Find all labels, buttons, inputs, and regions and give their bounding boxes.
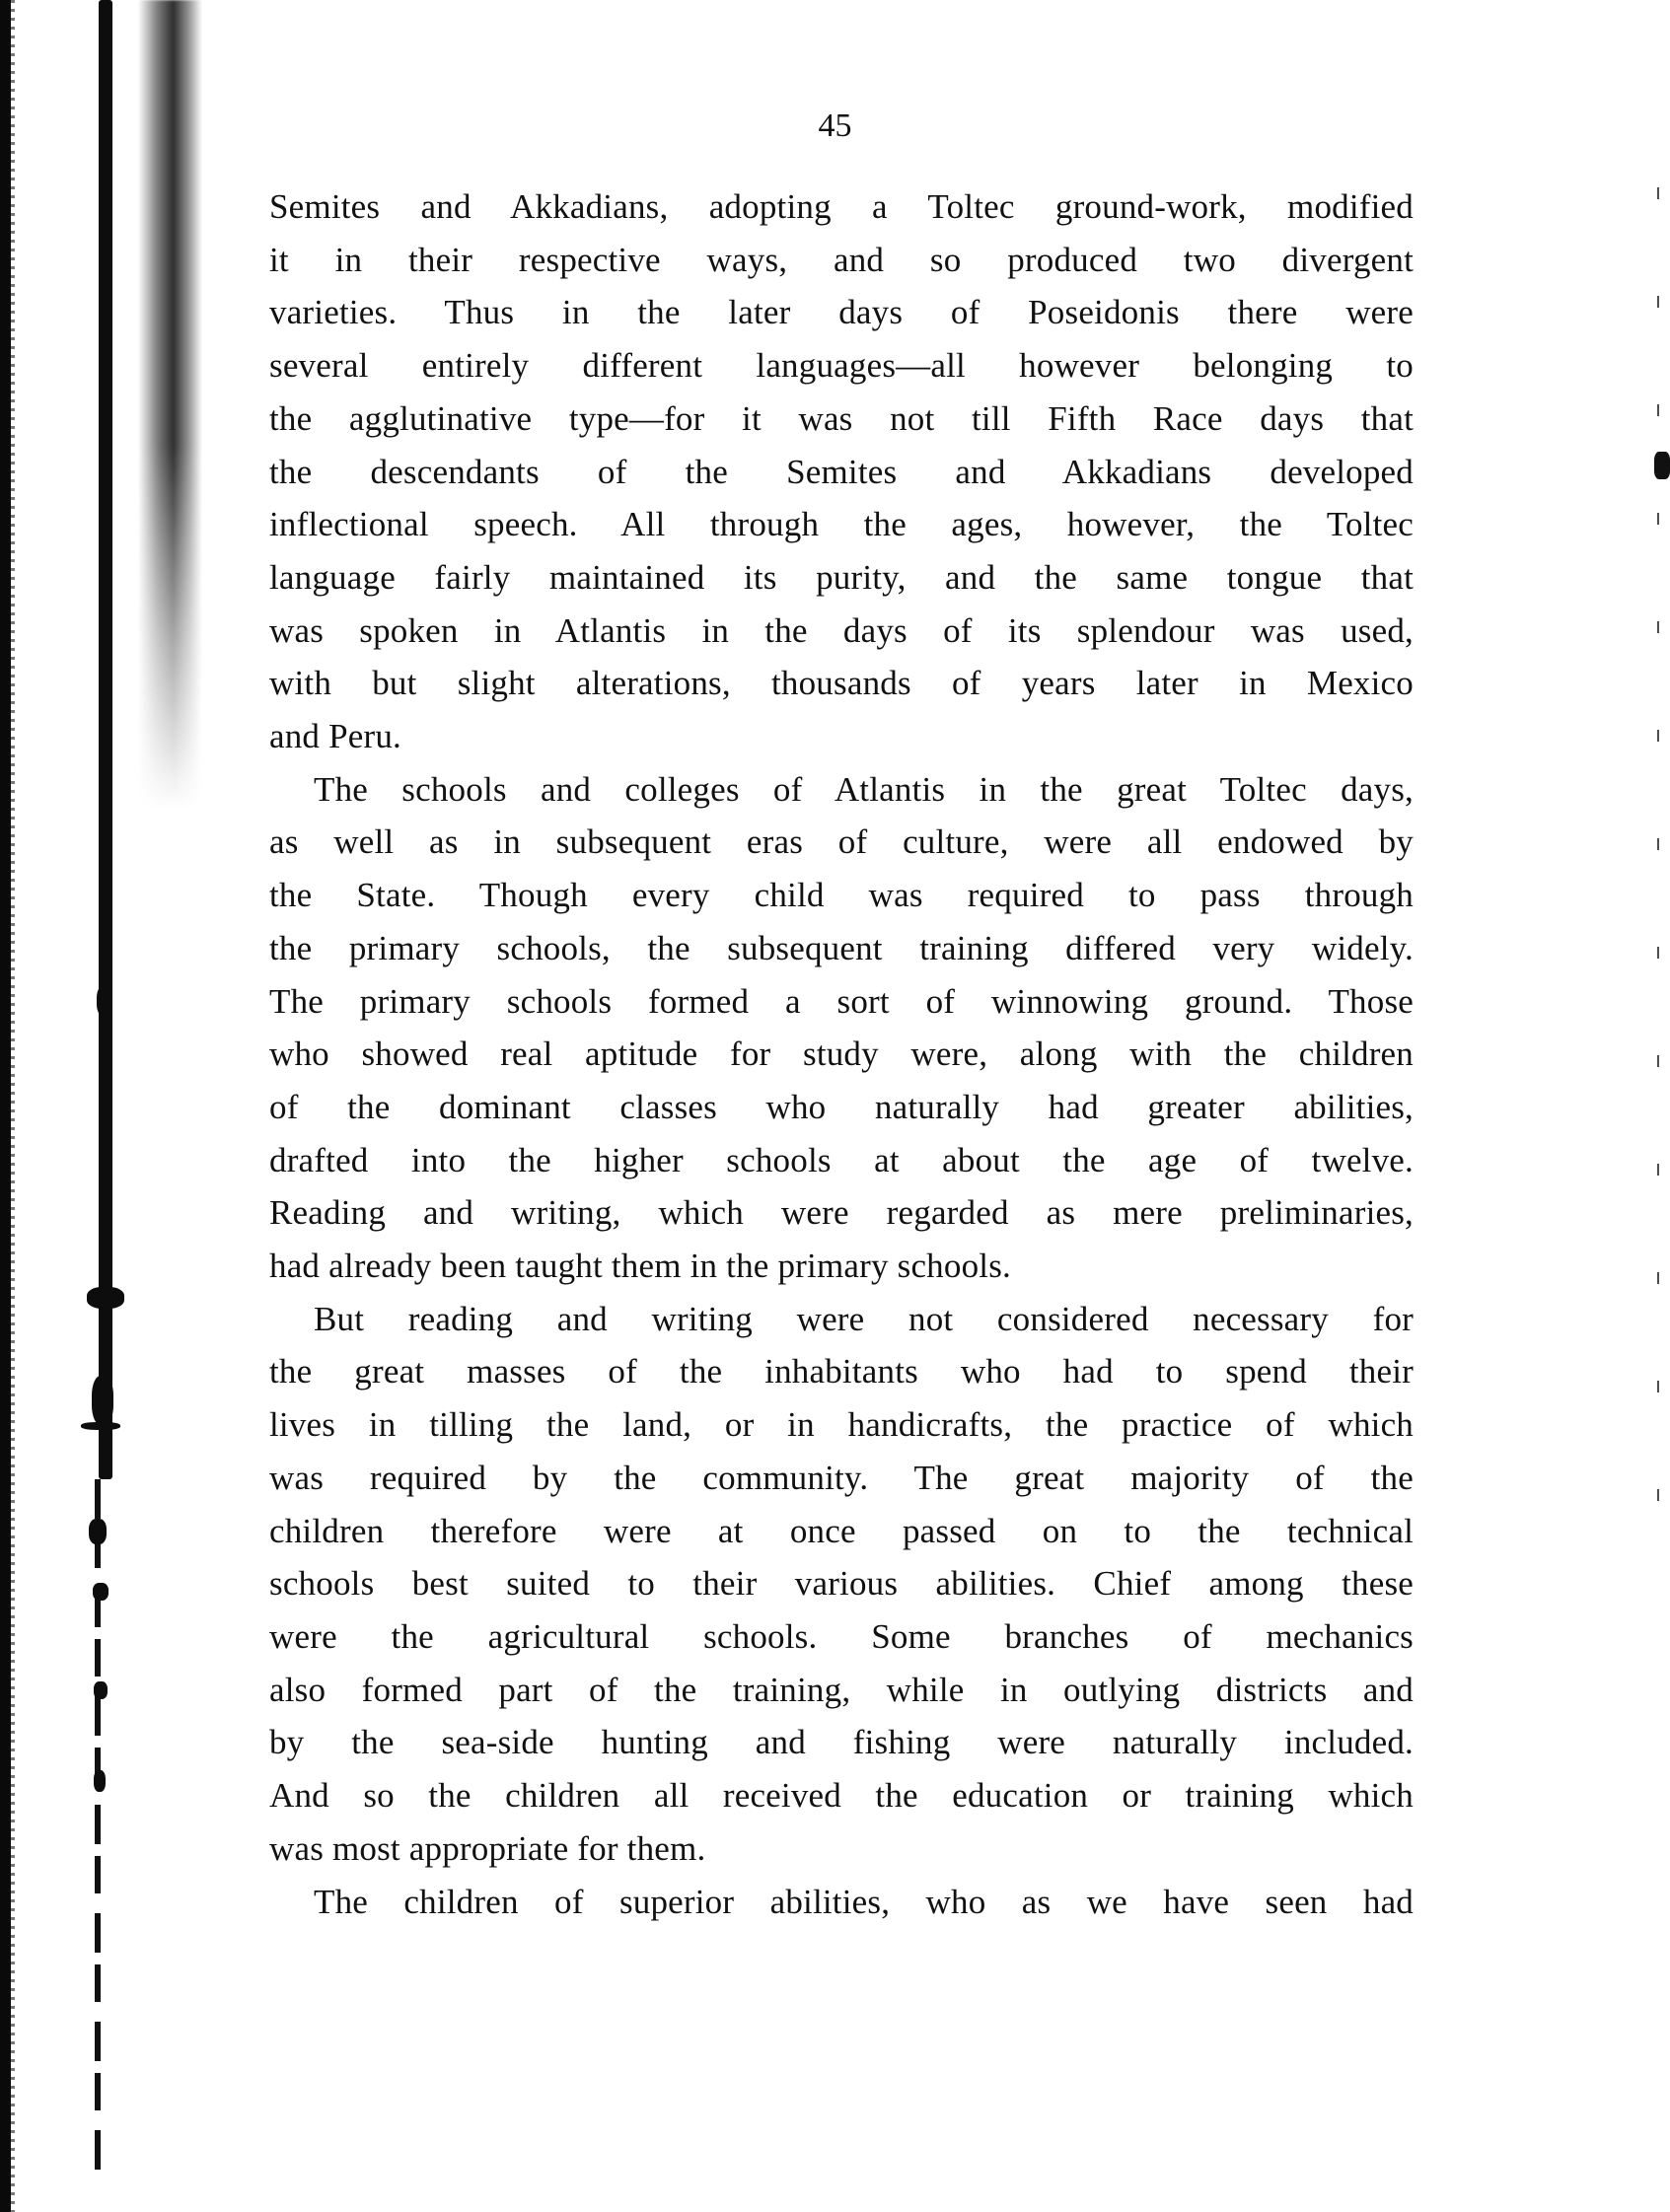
- text-line: The schools and colleges of Atlantis in the great Toltec days,: [314, 769, 1414, 809]
- text-line: were the agricultural schools. Some branches of mechanics: [269, 1616, 1414, 1656]
- text-line: schools best suited to their various abilities. Chief among these: [269, 1564, 1414, 1604]
- text-line: with but slight alterations, thousands of years later in Mexico: [269, 664, 1414, 703]
- text-line: Semites and Akkadians, adopting a Toltec ground-work, modified: [269, 187, 1414, 226]
- text-line: was required by the community. The great majority of the: [269, 1458, 1414, 1497]
- text-line: as well as in subsequent eras of culture, were all endowed by: [269, 822, 1414, 862]
- binding-blot: [94, 1681, 108, 1699]
- scan-edge-shadow: [0, 0, 11, 2212]
- text-line: it in their respective ways, and so produced two divergent: [269, 240, 1414, 279]
- binding-blot: [97, 986, 110, 1016]
- text-line: was spoken in Atlantis in the days of its splendour was used,: [269, 610, 1414, 650]
- text-line: the agglutinative type—for it was not till Fifth Race days that: [269, 398, 1414, 438]
- text-line: Reading and writing, which were regarded as mere preliminaries,: [269, 1193, 1414, 1233]
- text-line: And so the children all received the education or training which: [269, 1776, 1414, 1816]
- text-line: several entirely different languages—all however belonging to: [269, 346, 1414, 386]
- binding-blot: [89, 1519, 107, 1544]
- paragraph: [269, 180, 1414, 763]
- text-line: had already been taught them in the primary schools.: [269, 1247, 1011, 1286]
- paragraph: [269, 1876, 1414, 1929]
- binding-blot: [94, 1770, 106, 1792]
- text-line: and Peru.: [269, 717, 401, 756]
- paragraph: [269, 763, 1414, 1293]
- text-line: lives in tilling the land, or in handicrafts, the practice of which: [269, 1405, 1414, 1445]
- binding-line: [99, 0, 112, 1479]
- scan-edge-marks: [1657, 148, 1659, 1529]
- binding-blot: [93, 1583, 109, 1601]
- scan-blot: [1654, 452, 1670, 479]
- text-line: was most appropriate for them.: [269, 1828, 706, 1868]
- binding-blot: [87, 1287, 124, 1309]
- text-line: varieties. Thus in the later days of Poseidonis there were: [269, 293, 1414, 332]
- text-line: who showed real aptitude for study were, along with the children: [269, 1035, 1414, 1074]
- text-line: The primary schools formed a sort of winnowing ground. Those: [269, 981, 1414, 1021]
- paragraph: [269, 1293, 1414, 1876]
- page-number: 45: [818, 107, 852, 144]
- text-line: drafted into the higher schools at about the age of twelve.: [269, 1140, 1414, 1179]
- text-line: of the dominant classes who naturally had greater abilities,: [269, 1087, 1414, 1126]
- text-line: children therefore were at once passed on to the technical: [269, 1511, 1414, 1550]
- text-line: the primary schools, the subsequent training differed very widely.: [269, 928, 1414, 967]
- text-line: But reading and writing were not considered necessary for: [314, 1299, 1414, 1338]
- text-line: the great masses of the inhabitants who had to spend their: [269, 1352, 1414, 1391]
- binding-blot: [92, 1376, 113, 1425]
- body-text: [269, 180, 1414, 1928]
- text-line: also formed part of the training, while in outlying districts and: [269, 1670, 1414, 1709]
- text-line: the descendants of the Semites and Akkadians developed: [269, 452, 1414, 491]
- binding-blot: [81, 1422, 120, 1430]
- text-line: inflectional speech. All through the ages, however, the Toltec: [269, 505, 1414, 544]
- text-line: the State. Though every child was required to pass through: [269, 876, 1414, 915]
- text-line: language fairly maintained its purity, and the same tongue that: [269, 557, 1414, 597]
- text-line: by the sea-side hunting and fishing were naturally included.: [269, 1723, 1414, 1762]
- text-line: The children of superior abilities, who as we have seen had: [314, 1882, 1414, 1921]
